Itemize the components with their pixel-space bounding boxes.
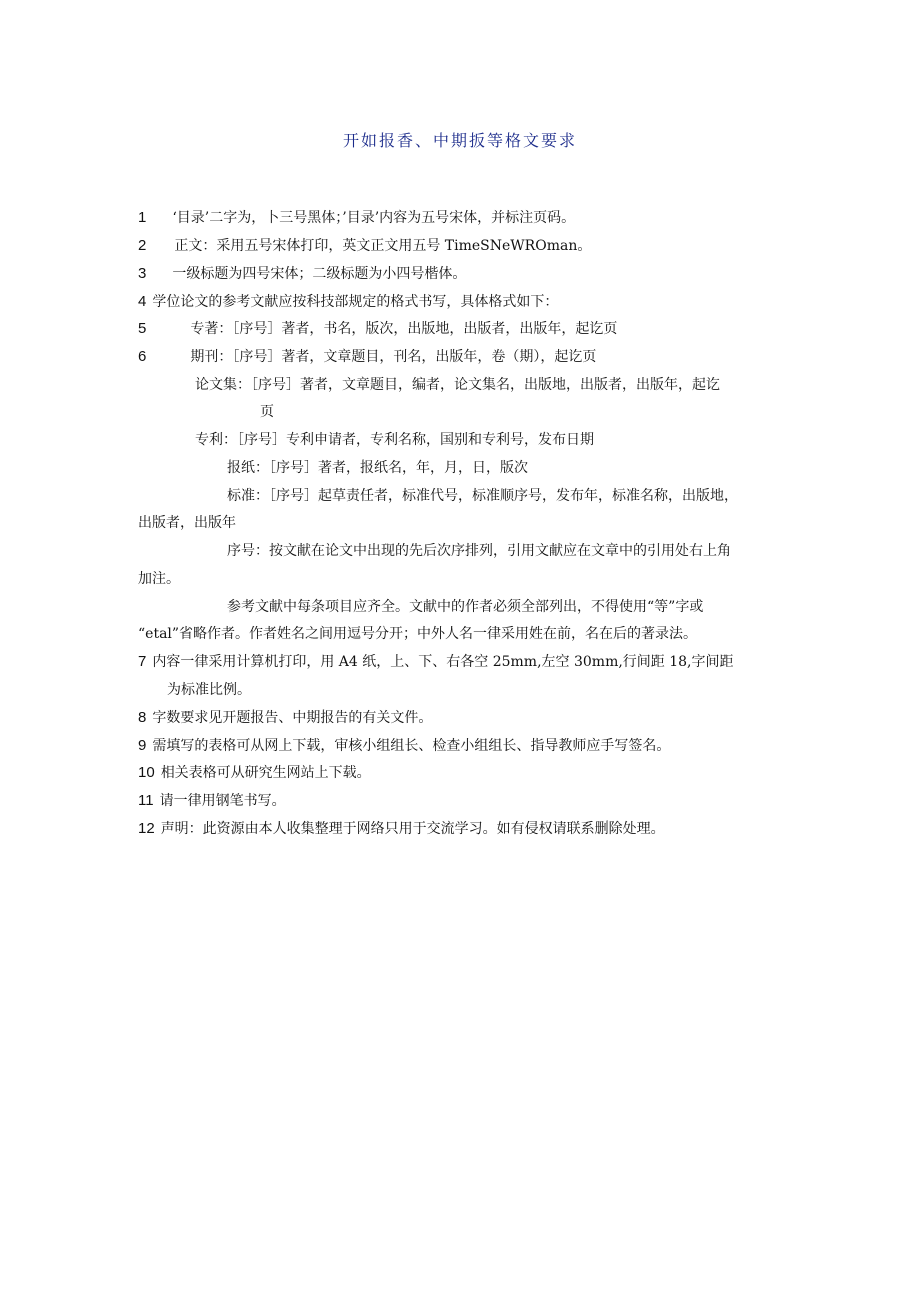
item-text: 专利：［序号］专利申请者，专利名称，国别和专利号，发布日期 <box>195 432 594 448</box>
item-number: 2 <box>138 237 147 254</box>
item-text: 加注。 <box>138 571 180 587</box>
item-text: ‘目录’二字为，卜三号黑体；’目录’内容为五号宋体，并标注页码。 <box>172 210 576 226</box>
list-item <box>195 430 594 450</box>
list-item <box>138 708 432 728</box>
list-item <box>138 208 575 228</box>
item-text: 声明：此资源由本人收集整理于网络只用于交流学习。如有侵权请联系删除处理。 <box>160 821 665 837</box>
item-text: 请一律用钢笔书写。 <box>159 793 286 809</box>
item-number: 4 <box>138 293 147 310</box>
item-number: 11 <box>138 792 154 809</box>
item-text: 内容一律采用计算机打印，用 A4 纸，上、下、右各空 25mm,左空 30mm,行间距 18,字间距 <box>152 654 734 670</box>
item-text: 页 <box>260 404 274 420</box>
item-number: 8 <box>138 709 147 726</box>
list-item <box>138 236 591 256</box>
item-number: 5 <box>138 320 147 337</box>
list-item <box>167 680 251 700</box>
list-item <box>227 541 731 561</box>
list-item <box>260 402 274 422</box>
item-text: 参考文献中每条项目应齐全。文献中的作者必须全部列出，不得使用“等”字或 <box>227 599 704 615</box>
item-text: 报纸：［序号］著者，报纸名，年，月，日，版次 <box>227 460 528 476</box>
list-item <box>138 264 466 284</box>
item-text: “etal”省略作者。作者姓名之间用逗号分开；中外人名一律采用姓在前，名在后的著录法。 <box>138 626 698 642</box>
list-item <box>138 292 558 312</box>
list-item <box>138 763 371 783</box>
list-item <box>138 319 617 339</box>
item-text: 相关表格可从研究生网站上下载。 <box>160 765 371 781</box>
item-text: 正文：采用五号宋体打印，英文正文用五号 TimeSNeWROman。 <box>174 238 592 254</box>
item-text: 出版者，出版年 <box>138 515 236 531</box>
list-item <box>138 736 670 756</box>
page-title: 开如报香、中期扳等格文要求 <box>342 131 577 150</box>
list-item <box>138 624 697 644</box>
item-number: 3 <box>138 265 147 282</box>
item-text: 序号：按文献在论文中出现的先后次序排列，引用文献应在文章中的引用处右上角 <box>227 543 731 559</box>
list-item <box>138 513 236 533</box>
item-number: 7 <box>138 653 147 670</box>
item-number: 9 <box>138 737 147 754</box>
list-item <box>227 486 738 506</box>
item-text: 一级标题为四号宋体；二级标题为小四号楷体。 <box>172 266 467 282</box>
item-number: 1 <box>138 209 147 226</box>
list-item <box>138 819 665 839</box>
list-item <box>227 458 528 478</box>
list-item <box>138 347 596 367</box>
list-item <box>227 597 703 617</box>
item-text: 字数要求见开题报告、中期报告的有关文件。 <box>152 710 433 726</box>
item-text: 为标准比例。 <box>167 682 251 698</box>
item-number: 12 <box>138 820 155 837</box>
item-text: 学位论文的参考文献应按科技部规定的格式书写，具体格式如下： <box>152 294 559 310</box>
list-item <box>195 375 720 395</box>
list-item <box>138 569 180 589</box>
item-number: 6 <box>138 348 147 365</box>
item-text: 专著：［序号］著者，书名，版次，出版地，出版者，出版年，起讫页 <box>190 321 618 337</box>
item-text: 期刊：［序号］著者，文章题目，刊名，出版年，卷（期），起讫页 <box>190 349 597 365</box>
list-item <box>138 652 734 672</box>
item-text: 论文集：［序号］著者，文章题目，编者，论文集名，出版地，出版者，出版年，起讫 <box>195 377 720 393</box>
item-text: 标准：［序号］起草责任者，标准代号，标准顺序号，发布年，标准名称，出版地， <box>227 488 738 504</box>
list-item <box>138 791 286 811</box>
item-number: 10 <box>138 764 155 781</box>
item-text: 需填写的表格可从网上下载，审核小组组长、检查小组组长、指导教师应手写签名。 <box>152 738 671 754</box>
